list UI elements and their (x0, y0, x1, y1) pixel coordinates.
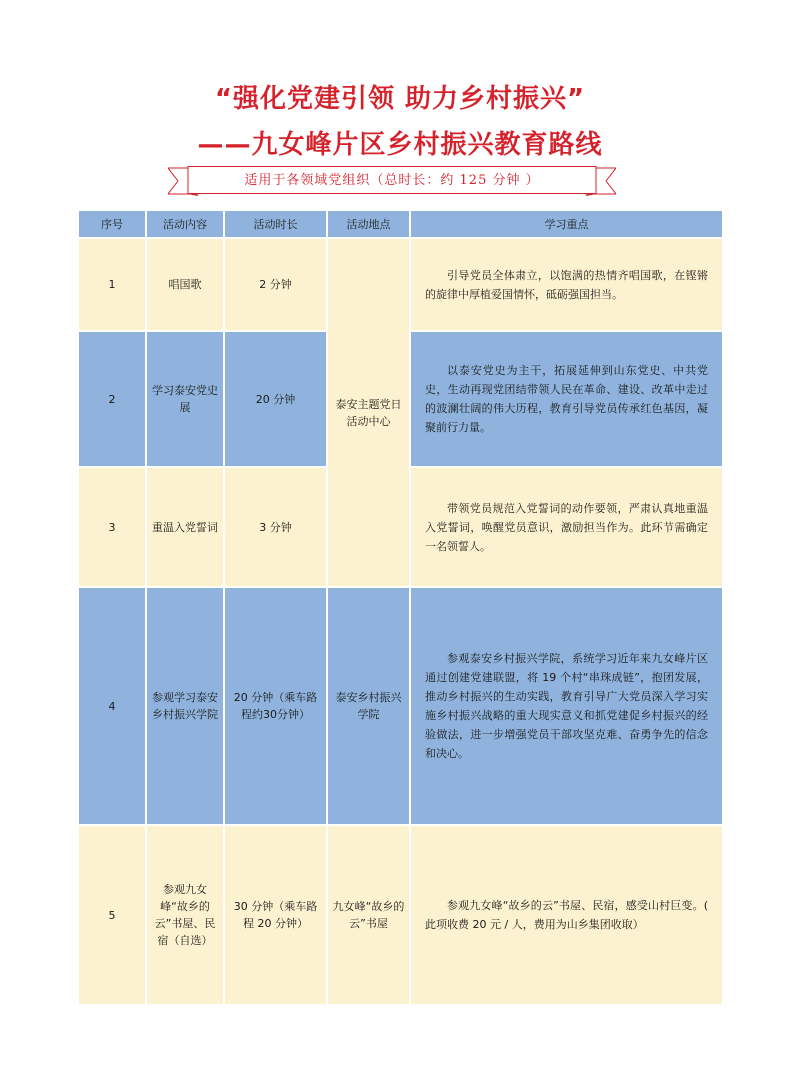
row-no: 4 (78, 587, 146, 825)
row-content: 唱国歌 (146, 238, 224, 331)
schedule-table (77, 209, 724, 1006)
row-points: 带领党员规范入党誓词的动作要领，严肃认真地重温入党誓词，唤醒党员意识，激励担当作为。此环节需确定一名领誓人。 (410, 467, 723, 587)
row-no: 2 (78, 331, 146, 467)
row-duration: 30 分钟（乘车路程 20 分钟） (224, 825, 327, 1005)
row-no: 1 (78, 238, 146, 331)
page-title-line2: ——九女峰片区乡村振兴教育路线 (197, 130, 603, 160)
page-title-line1: “强化党建引领 助力乡村振兴” (214, 84, 586, 114)
table-row (78, 587, 723, 825)
table-row (78, 825, 723, 1005)
header-points: 学习重点 (410, 210, 723, 238)
table-row (78, 238, 723, 331)
row-content: 参观九女峰“故乡的云”书屋、民宿（自选） (146, 825, 224, 1005)
row-points: 参观泰安乡村振兴学院，系统学习近年来九女峰片区通过创建党建联盟，将 19 个村“串珠成链”，抱团发展，推动乡村振兴的生动实践，教育引导广大党员深入学习实施乡村振兴战略的重大现实意义和抓党建促乡村振兴的经验做法，进一步增强党员干部攻坚克难、奋勇争先的信念和决心。 (410, 587, 723, 825)
row-location: 泰安主题党日活动中心 (327, 238, 410, 587)
row-points: 参观九女峰“故乡的云”书屋、民宿，感受山村巨变。( 此项收费 20 元 / 人，费用为山乡集团收取） (410, 825, 723, 1005)
row-points: 以泰安党史为主干，拓展延伸到山东党史、中共党史，生动再现党团结带领人民在革命、建设、改革中走过的波澜壮阔的伟大历程，教育引导党员传承红色基因，凝聚前行力量。 (410, 331, 723, 467)
row-content: 参观学习泰安乡村振兴学院 (146, 587, 224, 825)
row-duration: 20 分钟 (224, 331, 327, 467)
header-content: 活动内容 (146, 210, 224, 238)
row-content: 学习泰安党史展 (146, 331, 224, 467)
row-location: 泰安乡村振兴学院 (327, 587, 410, 825)
header-duration: 活动时长 (224, 210, 327, 238)
subtitle-text: 适用于各领域党组织（总时长：约 125 分钟 ） (244, 173, 540, 188)
row-no: 3 (78, 467, 146, 587)
header-no: 序号 (78, 210, 146, 238)
header-location: 活动地点 (327, 210, 410, 238)
row-points: 引导党员全体肃立，以饱满的热情齐唱国歌，在铿锵的旋律中厚植爱国情怀，砥砺强国担当。 (410, 238, 723, 331)
row-content: 重温入党誓词 (146, 467, 224, 587)
row-location: 九女峰“故乡的云”书屋 (327, 825, 410, 1005)
row-duration: 3 分钟 (224, 467, 327, 587)
row-duration: 2 分钟 (224, 238, 327, 331)
row-no: 5 (78, 825, 146, 1005)
row-duration: 20 分钟（乘车路程约30分钟） (224, 587, 327, 825)
subtitle-ribbon (168, 166, 616, 196)
table-header-row (78, 210, 723, 238)
